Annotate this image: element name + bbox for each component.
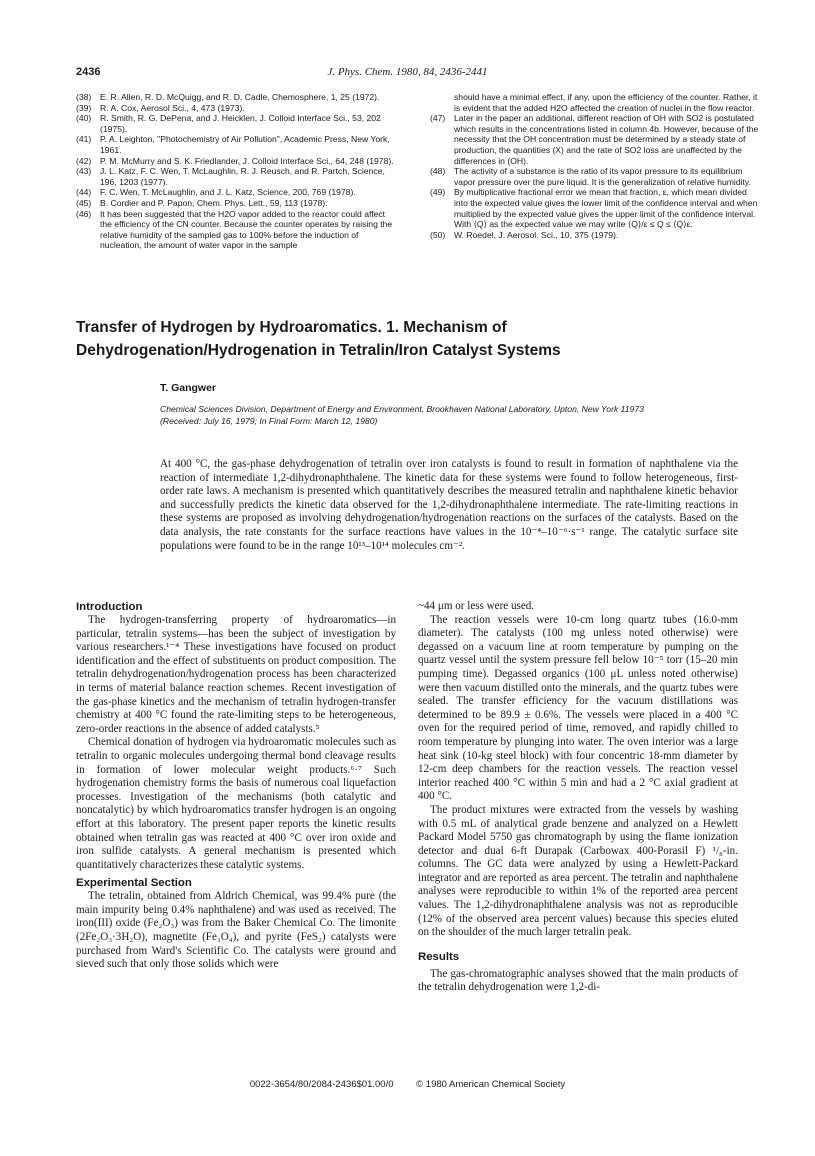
reference: (49) By multiplicative fractional error we mean that fraction, ε, which mean divided into the expected value gives the lower limit of the confidence interval and when multiplied by the expected value gives the upper limit of the confidence interval. With ⟨Q⟩ as the expected value we may write ⟨Q⟩/ε ≤ Q ≤ ⟨Q⟩ε. bbox=[430, 187, 758, 230]
paragraph: The hydrogen-transferring property of hydroaromatics—in particular, tetralin systems—has been the subject of investigation by various researchers.¹⁻⁴ These investigations have focused on product identification and the effect of substituents on product composition. The tetralin dehydrogenation/hydrogenation process has been characterized in terms of material balance reaction schemes. Recent investigation of the gas-phase kinetics and the mechanism of tetralin hydrogen-transfer chemistry at 400 °C found the rate-limiting steps to be heterogeneous, zero-order reactions in the absence of added catalysts.⁵ bbox=[76, 614, 397, 735]
copyright: © 1980 American Chemical Society bbox=[416, 1079, 566, 1090]
reference: (39) R. A. Cox, Aerosol Sci., 4, 473 (1973). bbox=[76, 102, 245, 113]
references-right bbox=[430, 92, 760, 240]
affiliation: Chemical Sciences Division, Department of Energy and Environment, Brookhaven National Laboratory, Upton, New York 11973 bbox=[160, 404, 644, 414]
page-number: 2436 bbox=[76, 66, 101, 78]
reference: (45) B. Cordier and P. Papon, Chem. Phys. Lett., 59, 113 (1978). bbox=[76, 197, 328, 208]
reference: (41) P. A. Leighton, "Photochemistry of Air Pollution", Academic Press, New York, 1961. bbox=[76, 134, 390, 155]
paragraph: The product mixtures were extracted from the vessels by washing with 0.5 mL of analytical grade benzene and analyzed on a Hewlett Packard Model 5750 gas chromatograph by using the flame ionization detector and dual 6-ft Durapak (Carbowax 400-Porasil F) ¹/₈-in. columns. The GC data were analyzed by using a Hewlett-Packard integrator and are reported as area percent. The tetralin and naphthalene analyses were reproducible to within 1% of the reported area percent values. The 1,2-dihydronaphthalene analysis was not as reproducible (12% of the observed area percent values) because this species eluted on the shoulder of the much larger tetralin peak. bbox=[418, 803, 738, 939]
reference: (40) R. Smith, R. G. DePena, and J. Heicklen, J. Colloid Interface Sci., 53, 202 (1975). bbox=[76, 113, 381, 134]
title-line-1: Transfer of Hydrogen by Hydroaromatics. 1. Mechanism of bbox=[76, 319, 507, 336]
reference: (48) The activity of a substance is the ratio of its vapor pressure to its equilibrium vapor pressure over the pure liquid. It is the generalization of relative humidity. bbox=[430, 166, 751, 187]
paragraph: Chemical donation of hydrogen via hydroaromatic molecules such as tetralin to organic molecules undergoing thermal bond cleavage results in formation of lower molecular weight products.⁶·⁷ Such hydrogenation chemistry forms the basis of numerous coal liquefaction processes. Investigation of the mechanisms (both catalytic and noncatalytic) by which hydroaromatics transfer hydrogen is an ongoing effort at this laboratory. The present paper reports the kinetic results obtained when tetralin gas was reacted at 400 °C over iron oxide and iron sulfide catalysts. A general mechanism is presented which quantitatively characterizes these catalytic systems. bbox=[76, 736, 396, 871]
reference: should have a minimal effect, if any, upon the efficiency of the counter. Rather, it is evident that the added H2O affected the creation of nuclei in the flow reactor. bbox=[454, 92, 758, 113]
journal-citation: J. Phys. Chem. 1980, 84, 2436-2441 bbox=[327, 66, 488, 78]
reference: (43) J. L. Katz, F. C. Wen, T. McLaughlin, R. J. Reusch, and R. Partch, Science, 196, 1203 (1977). bbox=[76, 166, 385, 187]
author: T. Gangwer bbox=[160, 382, 217, 394]
paragraph: The reaction vessels were 10-cm long quartz tubes (16.0-mm diameter). The catalysts (100 mg unless noted otherwise) were degassed on a vacuum line at room temperature by pumping on the quartz vessel until the system pressure fell below 10⁻⁵ torr (15–20 min pumping time). Degassed organics (100 μL unless noted otherwise) were then vacuum distilled onto the minerals, and the quartz tubes were sealed. The transfer efficiency for the vacuum distillations was determined to be 89.9 ± 0.6%. The vessels were placed in a 400 °C oven for the required period of time, removed, and rapidly chilled to room temperature by plunging into water. The oven interior was a large heat sink (10-kg steel block) with four concentric 18-mm diameter by 12-cm deep chambers for the reaction vessels. The reaction vessel interior reached 400 °C within 5 min and had a 2 °C axial gradient at 400 °C. bbox=[418, 613, 738, 803]
reference: (50) W. Roedel, J. Aerosol. Sci., 10, 375 (1979). bbox=[430, 229, 619, 240]
section-heading-introduction: Introduction bbox=[76, 601, 143, 613]
reference: (42) P. M. McMurry and S. K. Friedlander, J. Colloid Interface Sci., 64, 248 (1978). bbox=[76, 155, 394, 166]
body-column-right bbox=[418, 600, 738, 995]
reference: (44) F. C. Wen, T. McLaughlin, and J. L. Katz, Science, 200, 769 (1978). bbox=[76, 187, 356, 198]
paragraph: The tetralin, obtained from Aldrich Chemical, was 99.4% pure (the main impurity being 0.4% naphthalene) and was used as received. The iron(III) oxide (Fe₂O₃) was from the Baker Chemical Co. The limonite (2Fe₂O₃·3H₂O), magnetite (Fe₃O₄), and pyrite (FeS₂) catalysts were purchased from Ward's Scientific Co. The catalysts were ground and sieved such that only those solids which were bbox=[76, 890, 396, 971]
affiliation-block bbox=[160, 404, 760, 427]
body-column-left bbox=[76, 600, 396, 972]
references-left bbox=[76, 92, 396, 251]
title-line-2: Dehydrogenation/Hydrogenation in Tetralin/Iron Catalyst Systems bbox=[76, 342, 561, 359]
reference: (47) Later in the paper an additional, different reaction of OH with SO2 is postulated which results in the concentrations listed in column 4b. However, because of the necessity that the OH concentration must be determined by a steady state of production, the quantities (X) and the rate of SO2 loss are unaffected by the differences in (OH). bbox=[430, 113, 759, 166]
reference: (46) It has been suggested that the H2O vapor added to the reactor could affect the efficiency of the CN counter. Because the counter operates by raising the relative humidity of the sampled gas to 100% before the induction of nucleation, the amount of water vapor in the sample bbox=[76, 208, 393, 251]
received-dates: (Received: July 16, 1979; In Final Form: March 12, 1980) bbox=[160, 415, 378, 426]
article-title bbox=[76, 316, 736, 362]
abstract: At 400 °C, the gas-phase dehydrogenation of tetralin over iron catalysts is found to result in formation of naphthalene via the reaction of intermediate 1,2-dihydronaphthalene. The kinetic data for these systems were found to follow heterogeneous, first-order rate laws. A mechanism is presented which quantitatively describes the measured tetralin and naphthalene kinetic behavior and successfully predicts the kinetic data observed for the 1,2-dihydronaphthalene intermediate. The rate-limiting reactions in these systems are proposed as involving dehydrogenation/hydrogenation reactions on the surfaces of the catalysts. Based on the data analysis, the rate constants for the surface reactions have values in the 10⁻⁴–10⁻⁶·s⁻¹ range. The catalytic surface site populations were found to be in the range 10¹³–10¹⁴ molecules cm⁻². bbox=[160, 458, 738, 552]
paragraph-continued: ~44 μm or less were used. bbox=[418, 600, 535, 612]
reference: (38) E. R. Allen, R. D. McQuigg, and R. D. Cadle, Chemosphere, 1, 25 (1972). bbox=[76, 92, 380, 102]
paragraph: The gas-chromatographic analyses showed that the main products of the tetralin dehydrogenation were 1,2-di- bbox=[418, 967, 738, 994]
article-code: 0022-3654/80/2084-2436$01.00/0 bbox=[249, 1079, 394, 1090]
section-heading-results: Results bbox=[418, 950, 460, 963]
section-heading-experimental: Experimental Section bbox=[76, 877, 192, 890]
page-footer bbox=[0, 1079, 815, 1090]
